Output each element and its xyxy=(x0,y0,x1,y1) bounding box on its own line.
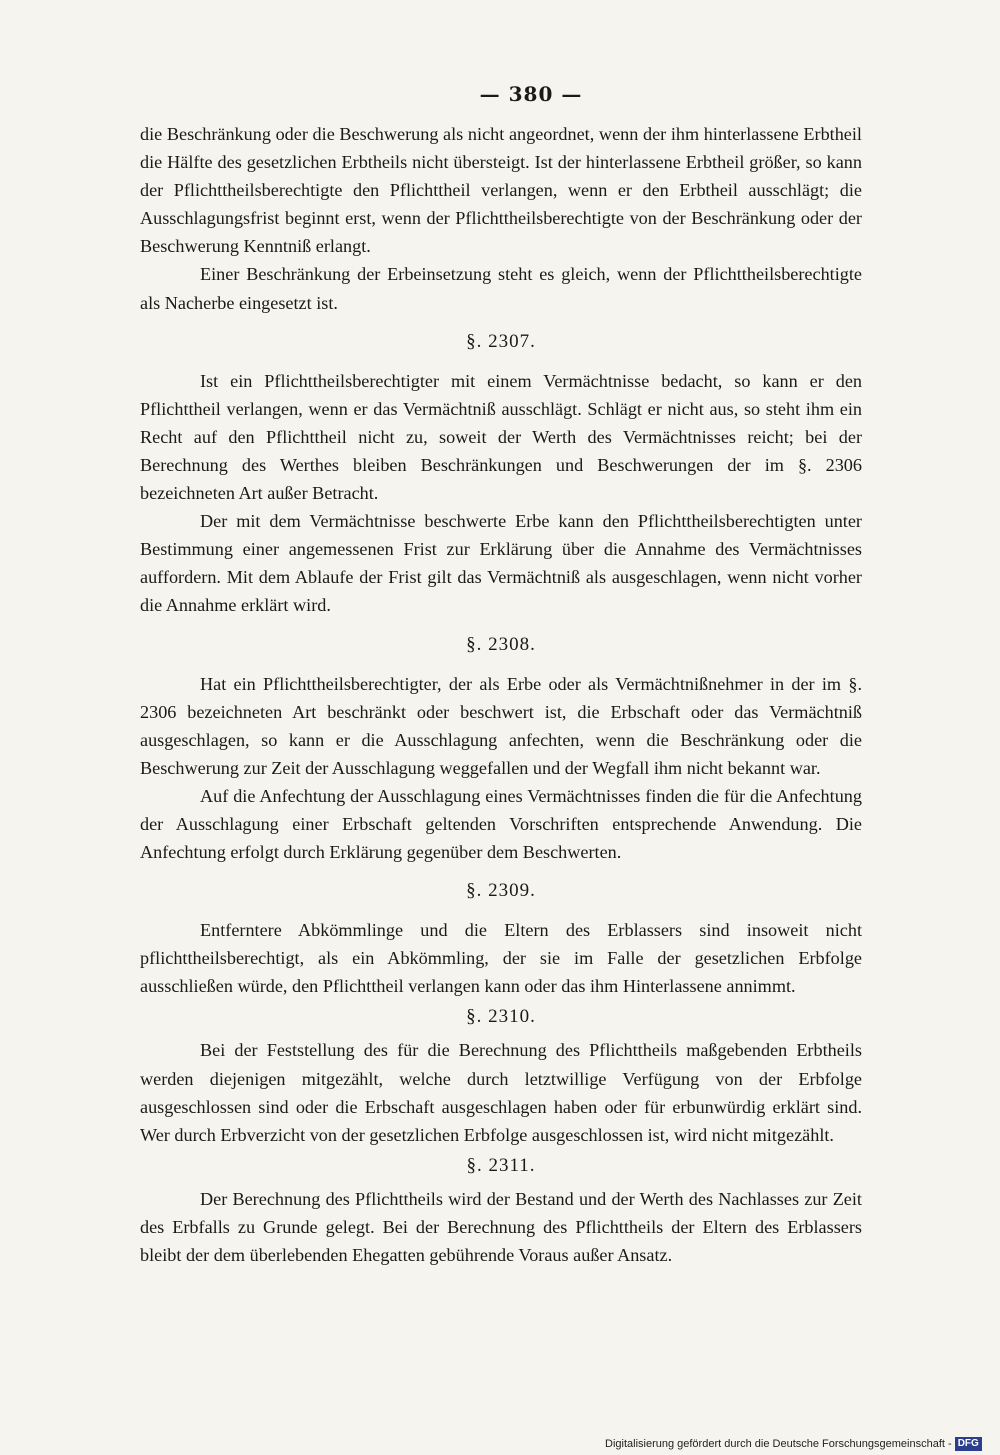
document-page xyxy=(140,82,862,1269)
section-heading: §. 2307. xyxy=(466,330,536,352)
paragraph: Hat ein Pflichttheilsberechtigter, der als Erbe oder als Vermächtnißnehmer in der im §. 2306 bezeichneten Art beschränkt oder beschwert ist, die Erbschaft oder das Vermächtniß ausgeschlagen, so kann er die Ausschlagung anfechten, wenn die Beschränkung oder die Beschwerung zur Zeit der Ausschlagung weggefallen und der Wegfall ihm nicht bekannt war. xyxy=(140,673,862,778)
paragraph: Einer Beschränkung der Erbeinsetzung steht es gleich, wenn der Pflichttheilsberechtigte als Nacherbe eingesetzt ist. xyxy=(140,264,862,313)
paragraph: Auf die Anfechtung der Ausschlagung eines Vermächtnisses finden die für die Anfechtung der Ausschlagung einer Erbschaft geltenden Vorschriften entsprechende Anwendung. Die Anfechtung erfolgt durch Erklärung gegenüber dem Beschwerten. xyxy=(140,785,862,863)
paragraph: Der Berechnung des Pflichttheils wird der Bestand und der Werth des Nachlasses zur Zeit des Erbfalls zu Grunde gelegt. Bei der Berechnung des Pflichttheils der Eltern des Erblassers bleibt der dem überlebenden Ehegatten gebührende Voraus außer Ansatz. xyxy=(140,1188,862,1265)
section-heading: §. 2310. xyxy=(466,1006,536,1028)
page-number: — 380 — xyxy=(479,82,583,106)
footer-text: Digitalisierung gefördert durch die Deutsche Forschungsgemeinschaft - xyxy=(605,1438,952,1450)
paragraph: die Beschränkung oder die Beschwerung als nicht angeordnet, wenn der ihm hinterlassene Erbtheil die Hälfte des gesetzlichen Erbtheils nicht übersteigt. Ist der hinterlassene Erbtheil größer, so kann der Pflichttheilsberechtigte den Pflichttheil verlangen, wenn er den Erbtheil ausschlägt; die Ausschlagungsfrist beginnt erst, wenn der Pflichttheilsberechtigte von der Beschränkung oder der Beschwerung Kenntniß erlangt. xyxy=(140,124,862,257)
dfg-logo: DFG xyxy=(955,1437,982,1451)
section-heading: §. 2309. xyxy=(466,880,536,902)
section-heading: §. 2311. xyxy=(466,1154,536,1176)
footer-credit xyxy=(605,1436,995,1452)
section-heading: §. 2308. xyxy=(466,633,536,655)
paragraph: Ist ein Pflichttheilsberechtigter mit einem Vermächtnisse bedacht, so kann er den Pflichttheil verlangen, wenn er das Vermächtniß ausschlägt. Schlägt er nicht aus, so steht ihm ein Recht auf den Pflichttheil nicht zu, soweit der Werth des Vermächtnisses reicht; bei der Berechnung des Werthes bleiben Beschränkungen und Beschwerungen der im §. 2306 bezeichneten Art außer Betracht. xyxy=(140,370,862,504)
paragraph: Entferntere Abkömmlinge und die Eltern des Erblassers sind insoweit nicht pflichttheilsberechtigt, als ein Abkömmling, der sie im Falle der gesetzlichen Erbfolge ausschließen würde, den Pflichttheil verlangen kann oder das ihm Hinterlassene annimmt. xyxy=(140,920,862,997)
paragraph: Bei der Feststellung des für die Berechnung des Pflichttheils maßgebenden Erbtheils werden diejenigen mitgezählt, welche durch letztwillige Verfügung von der Erbfolge ausgeschlossen sind oder die Erbschaft ausgeschlagen haben oder für erbunwürdig erklärt sind. Wer durch Erbverzicht von der gesetzlichen Erbfolge ausgeschlossen ist, wird nicht mitgezählt. xyxy=(140,1040,862,1145)
document-body xyxy=(140,120,862,1269)
paragraph: Der mit dem Vermächtnisse beschwerte Erbe kann den Pflichttheilsberechtigten unter Bestimmung einer angemessenen Frist zur Erklärung über die Annahme des Vermächtnisses auffordern. Mit dem Ablaufe der Frist gilt das Vermächtniß als ausgeschlagen, wenn nicht vorher die Annahme erklärt wird. xyxy=(140,511,862,616)
